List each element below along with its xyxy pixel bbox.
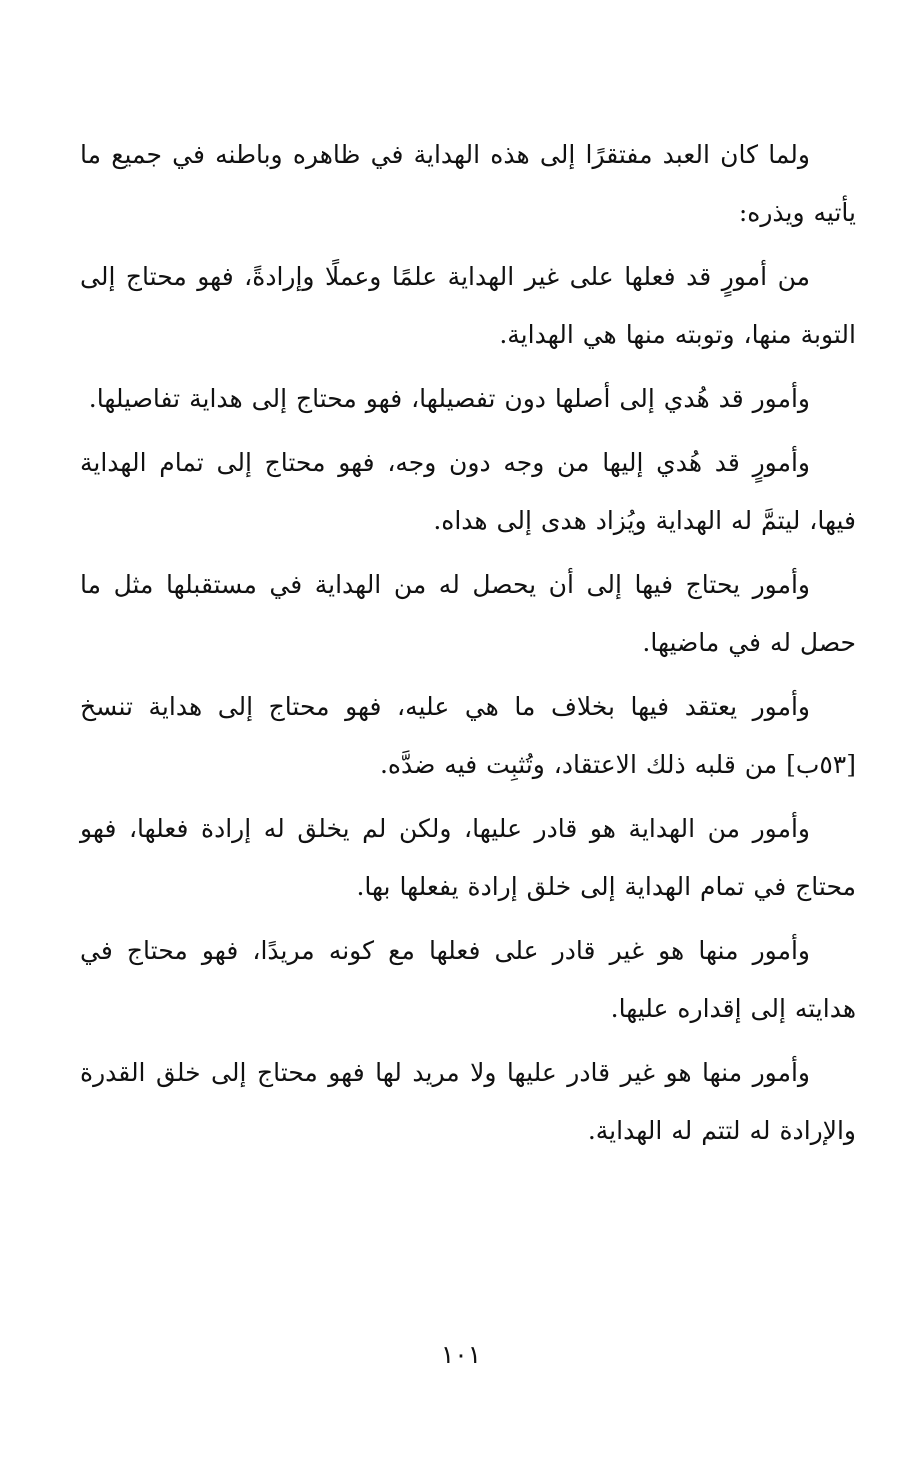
page-number: ١٠١ [440,1340,482,1369]
paragraph-1: ولما كان العبد مفتقرًا إلى هذه الهداية في ظاهره وباطنه في جميع ما يأتيه ويذره: [80,140,856,227]
paragraph-2: من أمورٍ قد فعلها على غير الهداية علمًا وعملًا وإرادةً، فهو محتاج إلى التوبة منها، وتوبته منها هي الهداية. [80,262,856,349]
paragraph-7: وأمور من الهداية هو قادر عليها، ولكن لم يخلق له إرادة فعلها، فهو محتاج في تمام الهداية إلى خلق إرادة يفعلها بها. [80,814,856,901]
paragraph-8: وأمور منها هو غير قادر على فعلها مع كونه مريدًا، فهو محتاج في هدايته إلى إقداره عليها. [80,936,856,1023]
paragraph-4: وأمورٍ قد هُدي إليها من وجه دون وجه، فهو محتاج إلى تمام الهداية فيها، ليتمَّ له الهداية ويُزاد هدى إلى هداه. [80,448,856,535]
paragraph-9: وأمور منها هو غير قادر عليها ولا مريد لها فهو محتاج إلى خلق القدرة والإرادة له لتتم له الهداية. [80,1058,856,1145]
body-text [80,126,856,1166]
paragraph-6: وأمور يعتقد فيها بخلاف ما هي عليه، فهو محتاج إلى هداية تنسخ [٥٣ب] من قلبه ذلك الاعتقاد، وتُثبِت فيه ضدَّه. [80,692,856,779]
paragraph-5: وأمور يحتاج فيها إلى أن يحصل له من الهداية في مستقبلها مثل ما حصل له في ماضيها. [80,570,856,657]
paragraph-3: وأمور قد هُدي إلى أصلها دون تفصيلها، فهو محتاج إلى هداية تفاصيلها. [88,384,810,413]
